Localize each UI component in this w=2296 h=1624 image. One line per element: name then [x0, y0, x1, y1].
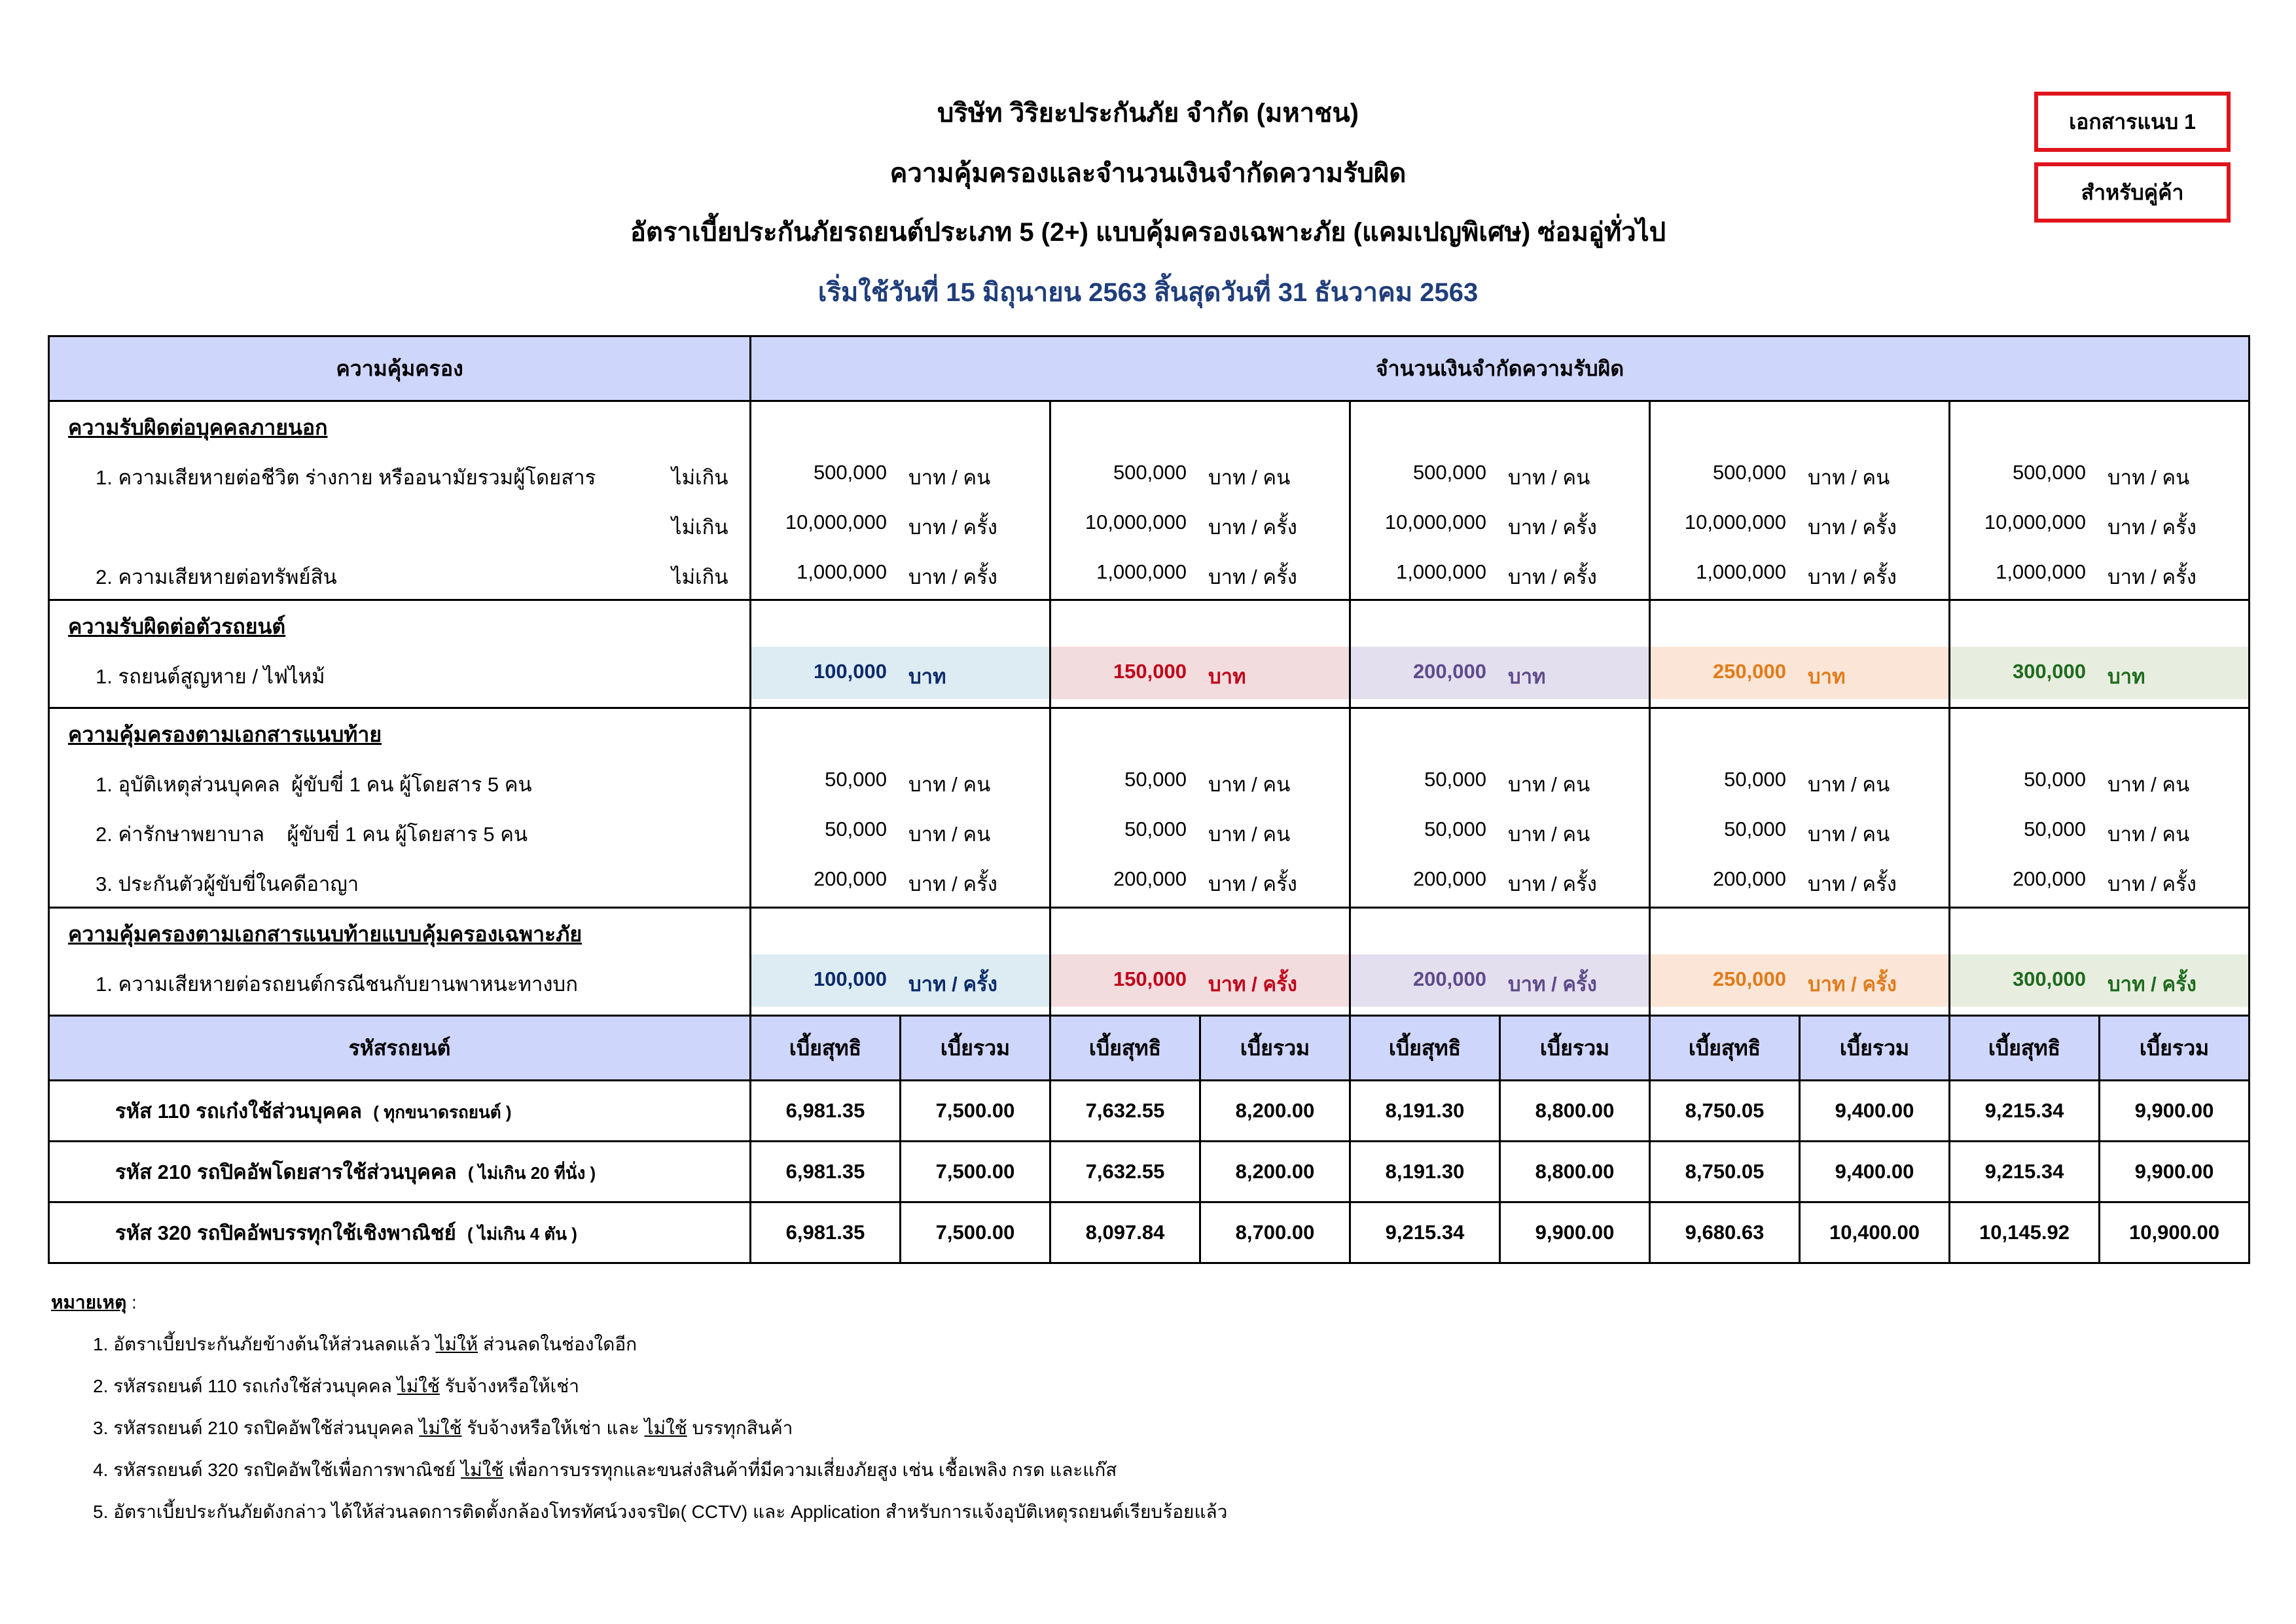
vehicle-code-cell — [49, 1081, 751, 1142]
note-text: ส่วนลดในช่องใดอีก — [478, 1334, 637, 1354]
limit-value: 200,000 — [2012, 867, 2086, 890]
coverage-item: 1. ความเสียหายต่อรถยนต์กรณีชนกับยานพาหนะทางบก — [96, 973, 578, 996]
limits-header: จำนวนเงินจำกัดความรับผิด — [751, 336, 2250, 401]
plan-limit-cell — [1350, 708, 1650, 908]
note-emphasis: ไม่ให้ — [435, 1334, 478, 1354]
note-item — [93, 1372, 579, 1401]
limit-value: 500,000 — [1712, 461, 1786, 484]
net-premium-header: เบี้ยสุทธิ — [1350, 1016, 1500, 1081]
premium-header-row — [49, 1016, 2250, 1081]
coverage-header: ความคุ้มครอง — [49, 336, 751, 401]
limit-value: 500,000 — [2012, 461, 2086, 484]
note-text: รับจ้างหรือให้เช่า และ — [461, 1418, 645, 1438]
net-premium: 6,981.35 — [751, 1202, 901, 1263]
sum-unit: บาท — [908, 665, 946, 688]
coverage-item: 1. อุบัติเหตุส่วนบุคคล ผู้ขับขี่ 1 คน ผู้โดยสาร 5 คน — [96, 773, 532, 796]
limit-value: 50,000 — [1724, 768, 1786, 791]
limit-unit: บาท / ครั้ง — [1808, 516, 1897, 539]
total-premium: 9,900.00 — [2100, 1142, 2250, 1202]
limit-unit: บาท / คน — [1508, 773, 1590, 796]
sum-unit: บาท / ครั้ง — [2108, 973, 2197, 996]
not-exceed-label: ไม่เกิน — [672, 566, 728, 588]
total-premium: 9,400.00 — [1800, 1142, 1950, 1202]
document-subtitle: ความคุ้มครองและจำนวนเงินจำกัดความรับผิด — [889, 159, 1407, 188]
vehicle-code-cell — [49, 1142, 751, 1202]
plan-sum-cell — [1950, 600, 2250, 708]
total-premium: 8,800.00 — [1500, 1142, 1650, 1202]
sum-unit: บาท — [2108, 665, 2145, 688]
total-premium-header: เบี้ยรวม — [1200, 1016, 1350, 1081]
own-damage-section — [49, 600, 2250, 708]
net-premium-header: เบี้ยสุทธิ — [1650, 1016, 1800, 1081]
note-text: 1. อัตราเบี้ยประกันภัยข้างต้นให้ส่วนลดแล้ว — [93, 1334, 436, 1354]
limit-value: 50,000 — [1424, 768, 1486, 791]
limit-unit: บาท / คน — [908, 466, 991, 489]
total-premium: 10,400.00 — [1800, 1202, 1950, 1263]
own-damage-coverage — [49, 600, 751, 708]
plan-limit-cell — [1050, 401, 1350, 600]
plan-limit-cell — [1050, 708, 1350, 908]
total-premium: 8,200.00 — [1200, 1081, 1350, 1142]
plan-color-band — [1651, 647, 1948, 699]
limit-value: 1,000,000 — [1096, 560, 1187, 583]
plan-limit-cell — [751, 401, 1050, 600]
limit-unit: บาท / คน — [1208, 773, 1291, 796]
sum-unit: บาท / ครั้ง — [1508, 973, 1597, 996]
endorsement-coverage — [49, 708, 751, 908]
net-premium: 6,981.35 — [751, 1142, 901, 1202]
net-premium: 9,215.34 — [1950, 1081, 2100, 1142]
limit-unit: บาท / ครั้ง — [1508, 566, 1597, 588]
limit-unit: บาท / คน — [1208, 823, 1291, 846]
sum-insured: 100,000 — [813, 660, 887, 683]
sum-unit: บาท — [1208, 665, 1246, 688]
section-heading: ความคุ้มครองตามเอกสารแนบท้าย — [68, 723, 382, 746]
third-party-coverage — [49, 401, 751, 600]
vehicle-code-note: ( ไม่เกิน 4 ตัน ) — [467, 1224, 577, 1244]
not-exceed-label: ไม่เกิน — [672, 516, 728, 539]
total-premium: 9,900.00 — [2100, 1081, 2250, 1142]
net-premium: 8,097.84 — [1050, 1202, 1200, 1263]
limit-value: 1,000,000 — [1996, 560, 2086, 583]
coverage-item: 2. ค่ารักษาพยาบาล ผู้ขับขี่ 1 คน ผู้โดยสาร 5 คน — [96, 823, 528, 846]
audience-tag — [2034, 162, 2231, 223]
sum-insured: 200,000 — [1412, 967, 1486, 990]
limit-unit: บาท / คน — [2108, 466, 2190, 489]
limit-value: 50,000 — [1124, 768, 1187, 791]
limit-unit: บาท / ครั้ง — [1508, 873, 1597, 895]
sum-unit: บาท — [1808, 665, 1846, 688]
net-premium: 9,215.34 — [1950, 1142, 2100, 1202]
net-premium: 9,215.34 — [1350, 1202, 1500, 1263]
limit-unit: บาท / ครั้ง — [2108, 873, 2197, 895]
note-emphasis: ไม่ใช้ — [397, 1376, 440, 1396]
limit-value: 1,000,000 — [1396, 560, 1486, 583]
product-title: อัตราเบี้ยประกันภัยรถยนต์ประเภท 5 (2+) แบบคุ้มครองเฉพาะภัย (แคมเปญพิเศษ) ซ่อมอู่ทั่วไป — [630, 218, 1666, 247]
limit-unit: บาท / ครั้ง — [908, 566, 997, 588]
vehicle-code-note: ( ไม่เกิน 20 ที่นั่ง ) — [467, 1163, 596, 1183]
plan-limit-cell — [751, 708, 1050, 908]
sum-insured: 300,000 — [2012, 967, 2086, 990]
vehicle-code: รหัส 210 รถปิคอัพโดยสารใช้ส่วนบุคคล — [115, 1161, 457, 1183]
total-premium-header: เบี้ยรวม — [901, 1016, 1050, 1081]
vehicle-code: รหัส 110 รถเก๋งใช้ส่วนบุคคล — [115, 1100, 363, 1123]
plan-limit-cell — [1350, 401, 1650, 600]
plan-limit-cell — [1950, 708, 2250, 908]
limit-unit: บาท / ครั้ง — [908, 873, 997, 895]
total-premium-header: เบี้ยรวม — [1800, 1016, 1950, 1081]
plan-limit-cell — [1650, 401, 1950, 600]
limit-unit: บาท / ครั้ง — [1508, 516, 1597, 539]
limit-value: 500,000 — [1113, 461, 1187, 484]
sum-insured: 300,000 — [2012, 660, 2086, 683]
vehicle-code-note: ( ทุกขนาดรถยนต์ ) — [373, 1102, 512, 1122]
limit-unit: บาท / ครั้ง — [1808, 873, 1897, 895]
note-emphasis: ไม่ใช้ — [461, 1460, 504, 1480]
total-premium-header: เบี้ยรวม — [1500, 1016, 1650, 1081]
limit-value: 500,000 — [1412, 461, 1486, 484]
coverage-item: 1. รถยนต์สูญหาย / ไฟไหม้ — [96, 665, 325, 688]
limit-value: 50,000 — [1424, 818, 1486, 840]
sum-insured: 150,000 — [1113, 660, 1187, 683]
limit-unit: บาท / ครั้ง — [908, 516, 997, 539]
plan-sum-cell — [751, 600, 1050, 708]
note-item — [93, 1414, 793, 1443]
total-premium: 7,500.00 — [901, 1142, 1050, 1202]
limit-unit: บาท / คน — [1808, 773, 1890, 796]
limit-value: 10,000,000 — [1085, 511, 1187, 533]
plan-limit-cell — [1650, 708, 1950, 908]
premium-row — [49, 1202, 2250, 1263]
sum-insured: 150,000 — [1113, 967, 1187, 990]
plan-sum-cell — [1350, 908, 1650, 1016]
plan-color-band — [1051, 954, 1349, 1007]
endorsement-section — [49, 708, 2250, 908]
premium-row — [49, 1081, 2250, 1142]
sum-insured: 250,000 — [1712, 660, 1786, 683]
plan-color-band — [1351, 647, 1649, 699]
note-text: 3. รหัสรถยนต์ 210 รถปิคอัพใช้ส่วนบุคคล — [93, 1418, 420, 1438]
plan-sum-cell — [1950, 908, 2250, 1016]
section-heading: ความคุ้มครองตามเอกสารแนบท้ายแบบคุ้มครองเฉพาะภัย — [68, 922, 583, 946]
limit-value: 1,000,000 — [1696, 560, 1786, 583]
note-emphasis: ไม่ใช้ — [419, 1418, 462, 1438]
plan-sum-cell — [1050, 600, 1350, 708]
limit-unit: บาท / คน — [1808, 823, 1890, 846]
notes-heading: หมายเหตุ — [51, 1292, 127, 1312]
total-premium: 7,500.00 — [901, 1202, 1050, 1263]
vehicle-code: รหัส 320 รถปิคอัพบรรทุกใช้เชิงพาณิชย์ — [115, 1221, 456, 1244]
limit-unit: บาท / คน — [908, 823, 991, 846]
specific-peril-coverage — [49, 908, 751, 1016]
limit-value: 200,000 — [1113, 867, 1187, 890]
net-premium: 8,750.05 — [1650, 1142, 1800, 1202]
net-premium: 6,981.35 — [751, 1081, 901, 1142]
net-premium: 7,632.55 — [1050, 1081, 1200, 1142]
limit-unit: บาท / ครั้ง — [1808, 566, 1897, 588]
limit-value: 10,000,000 — [785, 511, 887, 533]
coverage-item: 1. ความเสียหายต่อชีวิต ร่างกาย หรืออนามัยรวมผู้โดยสาร — [96, 466, 596, 489]
net-premium-header: เบี้ยสุทธิ — [1050, 1016, 1200, 1081]
note-text: 2. รหัสรถยนต์ 110 รถเก๋งใช้ส่วนบุคคล — [93, 1376, 397, 1396]
limit-value: 500,000 — [813, 461, 887, 484]
limit-unit: บาท / คน — [2108, 823, 2190, 846]
note-text: 4. รหัสรถยนต์ 320 รถปิคอัพใช้เพื่อการพาณิชย์ — [93, 1460, 461, 1480]
limit-value: 50,000 — [2024, 768, 2086, 791]
net-premium: 10,145.92 — [1950, 1202, 2100, 1263]
limit-unit: บาท / คน — [1808, 466, 1890, 489]
plan-limit-cell — [1950, 401, 2250, 600]
premium-row — [49, 1142, 2250, 1202]
net-premium: 8,191.30 — [1350, 1142, 1500, 1202]
limit-unit: บาท / ครั้ง — [1208, 873, 1297, 895]
limit-unit: บาท / คน — [1208, 466, 1291, 489]
plan-sum-cell — [1650, 908, 1950, 1016]
plan-color-band — [1950, 954, 2248, 1007]
limit-unit: บาท / ครั้ง — [1208, 566, 1297, 588]
notes-heading-line — [51, 1288, 137, 1317]
plan-sum-cell — [1350, 600, 1650, 708]
limit-value: 200,000 — [813, 867, 887, 890]
total-premium: 8,700.00 — [1200, 1202, 1350, 1263]
note-text: รับจ้างหรือให้เช่า — [439, 1376, 579, 1396]
note-item — [93, 1456, 1117, 1485]
note-item — [93, 1498, 1227, 1526]
coverage-item: 3. ประกันตัวผู้ขับขี่ในคดีอาญา — [96, 873, 359, 895]
sum-unit: บาท — [1508, 665, 1546, 688]
limit-unit: บาท / คน — [1508, 466, 1590, 489]
plan-color-band — [751, 647, 1049, 699]
plan-color-band — [1950, 647, 2248, 699]
limit-value: 50,000 — [825, 818, 887, 840]
limit-value: 10,000,000 — [1984, 511, 2086, 533]
coverage-table — [48, 335, 2250, 1264]
note-emphasis: ไม่ใช้ — [644, 1418, 687, 1438]
vehicle-code-header: รหัสรถยนต์ — [49, 1016, 751, 1081]
note-text: บรรทุกสินค้า — [687, 1418, 793, 1438]
company-name: บริษัท วิริยะประกันภัย จำกัด (มหาชน) — [937, 99, 1359, 128]
total-premium: 9,400.00 — [1800, 1081, 1950, 1142]
sum-unit: บาท / ครั้ง — [908, 973, 997, 996]
net-premium: 8,191.30 — [1350, 1081, 1500, 1142]
limit-unit: บาท / คน — [1508, 823, 1590, 846]
plan-color-band — [751, 954, 1049, 1007]
note-text: 5. อัตราเบี้ยประกันภัยดังกล่าว ได้ให้ส่วนลดการติดตั้งกล้องโทรทัศน์วงจรปิด( CCTV) และ Application สำหรับการแจ้งอุบัติเหตุรถยนต์เรียบร้อยแล้ว — [93, 1502, 1228, 1522]
audience-tag-label: สำหรับคู่ค้า — [2081, 180, 2184, 204]
limit-value: 1,000,000 — [797, 560, 887, 583]
specific-peril-section — [49, 908, 2250, 1016]
not-exceed-label: ไม่เกิน — [672, 466, 728, 489]
limit-value: 10,000,000 — [1384, 511, 1486, 533]
attachment-tag-label: เอกสารแนบ 1 — [2069, 109, 2196, 134]
total-premium: 8,800.00 — [1500, 1081, 1650, 1142]
vehicle-code-cell — [49, 1202, 751, 1263]
notes-colon: : — [126, 1292, 137, 1312]
net-premium: 7,632.55 — [1050, 1142, 1200, 1202]
section-heading: ความรับผิดต่อตัวรถยนต์ — [68, 615, 286, 638]
sum-insured: 200,000 — [1412, 660, 1486, 683]
net-premium-header: เบี้ยสุทธิ — [1950, 1016, 2100, 1081]
section-heading: ความรับผิดต่อบุคคลภายนอก — [68, 416, 328, 439]
total-premium: 10,900.00 — [2100, 1202, 2250, 1263]
sum-insured: 100,000 — [813, 967, 887, 990]
limit-value: 200,000 — [1412, 867, 1486, 890]
limit-unit: บาท / คน — [908, 773, 991, 796]
limit-unit: บาท / คน — [2108, 773, 2190, 796]
total-premium-header: เบี้ยรวม — [2100, 1016, 2250, 1081]
attachment-tag — [2034, 92, 2231, 152]
limit-unit: บาท / ครั้ง — [2108, 516, 2197, 539]
sum-insured: 250,000 — [1712, 967, 1786, 990]
plan-color-band — [1651, 954, 1948, 1007]
limit-unit: บาท / ครั้ง — [1208, 516, 1297, 539]
net-premium-header: เบี้ยสุทธิ — [751, 1016, 901, 1081]
plan-color-band — [1351, 954, 1649, 1007]
plan-sum-cell — [751, 908, 1050, 1016]
limit-value: 200,000 — [1712, 867, 1786, 890]
net-premium: 9,680.63 — [1650, 1202, 1800, 1263]
plan-sum-cell — [1050, 908, 1350, 1016]
total-premium: 7,500.00 — [901, 1081, 1050, 1142]
limit-value: 50,000 — [1124, 818, 1187, 840]
third-party-section — [49, 401, 2250, 600]
limit-value: 50,000 — [825, 768, 887, 791]
limit-value: 10,000,000 — [1684, 511, 1786, 533]
total-premium: 8,200.00 — [1200, 1142, 1350, 1202]
total-premium: 9,900.00 — [1500, 1202, 1650, 1263]
net-premium: 8,750.05 — [1650, 1081, 1800, 1142]
limit-value: 50,000 — [2024, 818, 2086, 840]
coverage-item: 2. ความเสียหายต่อทรัพย์สิน — [96, 566, 337, 588]
sum-unit: บาท / ครั้ง — [1208, 973, 1297, 996]
plan-sum-cell — [1650, 600, 1950, 708]
note-item — [93, 1330, 637, 1359]
limit-unit: บาท / ครั้ง — [2108, 566, 2197, 588]
table-header-row — [49, 336, 2250, 401]
validity-period: เริ่มใช้วันที่ 15 มิถุนายน 2563 สิ้นสุดวันที่ 31 ธันวาคม 2563 — [817, 278, 1479, 307]
sum-unit: บาท / ครั้ง — [1808, 973, 1897, 996]
note-text: เพื่อการบรรทุกและขนส่งสินค้าที่มีความเสี่ยงภัยสูง เช่น เชื้อเพลิง กรด และแก๊ส — [503, 1460, 1117, 1480]
plan-color-band — [1051, 647, 1349, 699]
limit-value: 50,000 — [1724, 818, 1786, 840]
